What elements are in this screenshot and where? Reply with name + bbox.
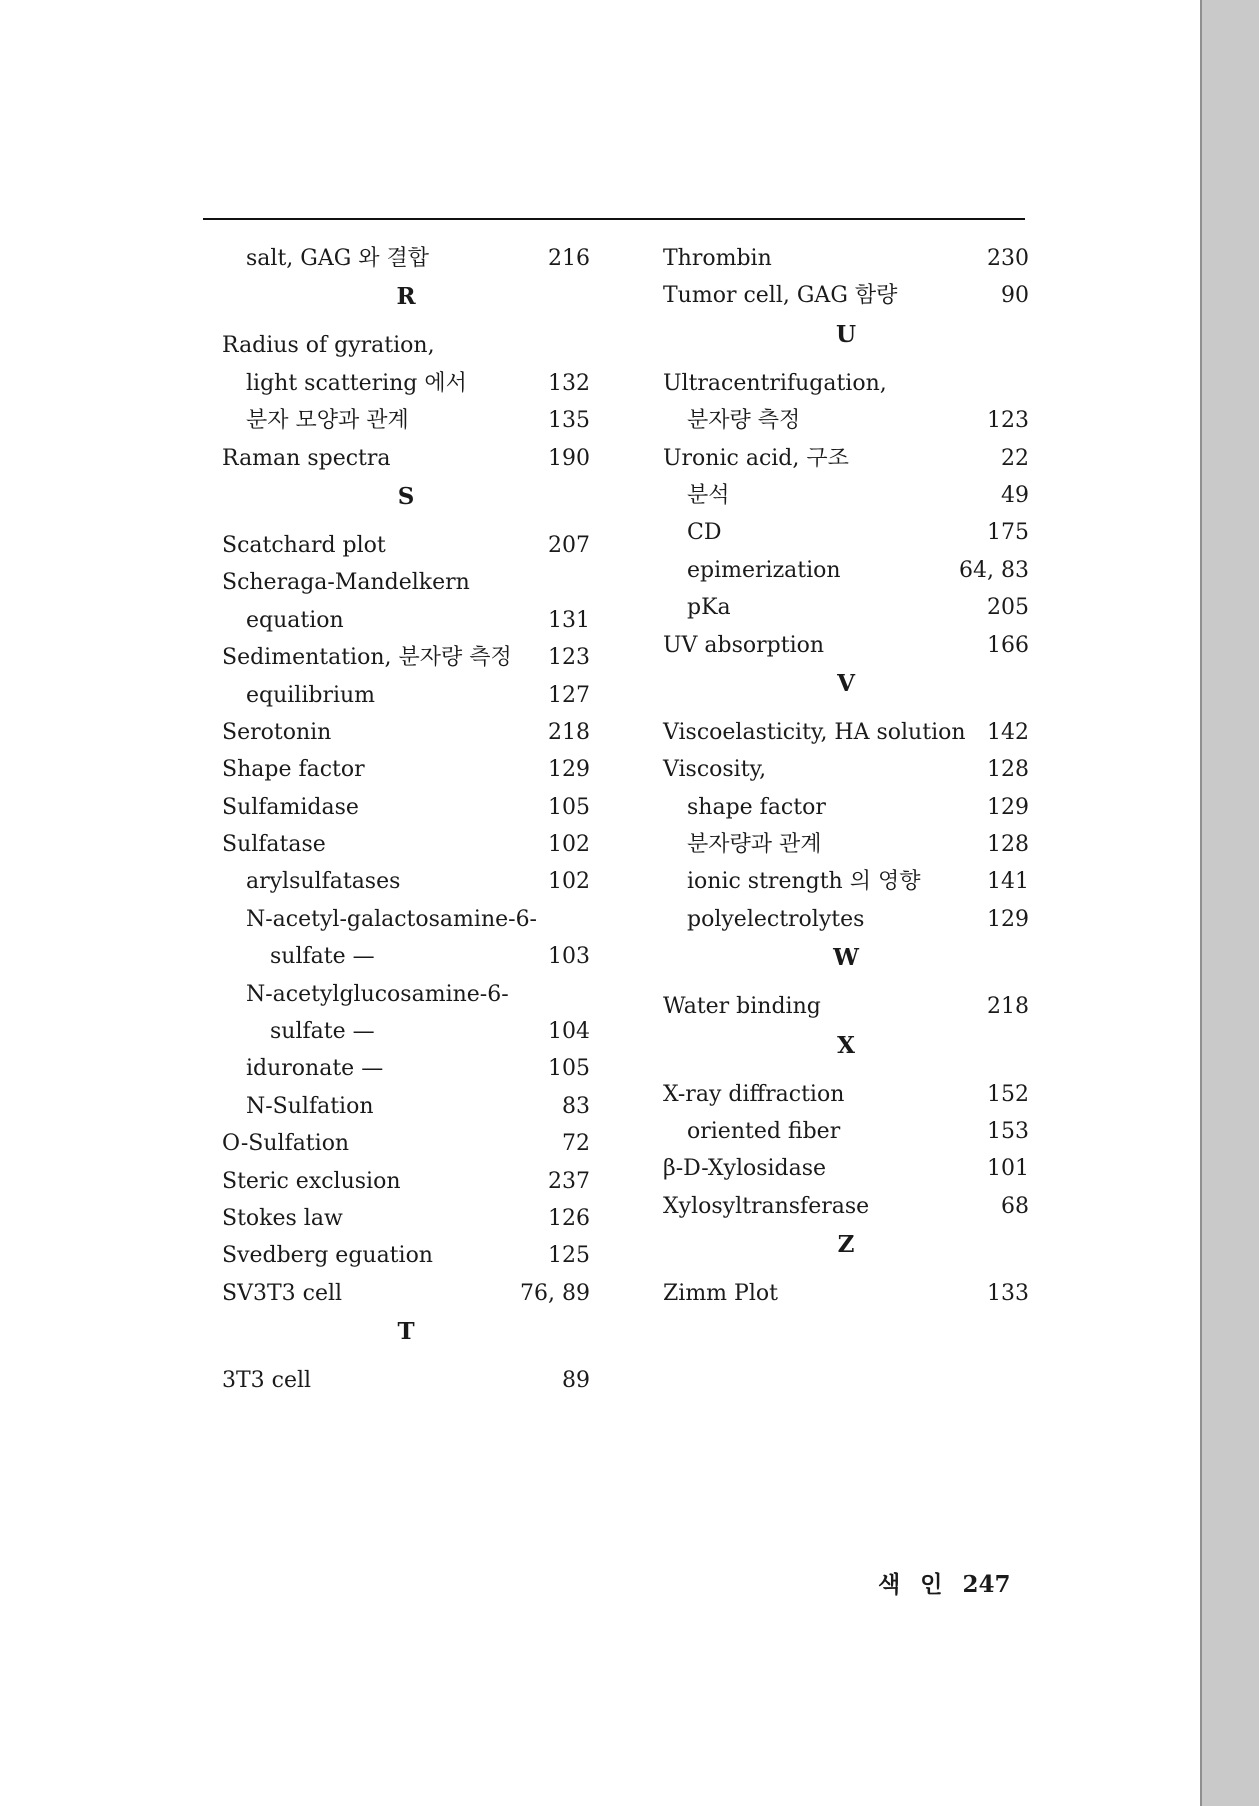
index-page-ref: 49 <box>1001 482 1029 508</box>
index-page-ref: 129 <box>987 794 1029 820</box>
letter-heading: V <box>837 669 855 697</box>
index-term: Shape factor <box>222 757 365 783</box>
index-page-ref: 64, 83 <box>959 557 1029 583</box>
index-page-ref: 105 <box>548 1056 590 1082</box>
index-entry <box>663 402 1029 439</box>
letter-heading: W <box>833 944 859 972</box>
index-term: ionic strength 의 영향 <box>687 869 921 895</box>
index-page-ref: 72 <box>562 1131 590 1157</box>
index-column-left <box>222 240 590 1400</box>
index-entry <box>222 440 590 477</box>
index-term: Sulfatase <box>222 832 326 858</box>
index-entry <box>222 365 590 402</box>
letter-heading: S <box>397 482 415 510</box>
index-entry <box>222 1088 590 1125</box>
index-term: sulfate — <box>270 1019 375 1045</box>
index-page-ref: 132 <box>548 370 590 396</box>
index-page-ref: 207 <box>548 532 590 558</box>
index-entry <box>663 552 1029 589</box>
index-term: UV absorption <box>663 632 825 658</box>
index-entry <box>663 863 1029 900</box>
index-entry <box>222 1163 590 1200</box>
index-page-ref: 102 <box>548 832 590 858</box>
letter-heading: U <box>835 320 857 348</box>
index-entry <box>663 1076 1029 1113</box>
letter-heading: X <box>837 1031 855 1059</box>
index-term: Radius of gyration, <box>222 333 435 359</box>
index-page-ref: 129 <box>987 906 1029 932</box>
index-page-ref: 123 <box>548 645 590 671</box>
index-entry <box>222 1013 590 1050</box>
page-number: 247 <box>962 1571 1011 1598</box>
index-term: 분자량 측정 <box>687 408 801 434</box>
page-footer <box>878 1566 1010 1599</box>
index-entry <box>222 901 590 938</box>
index-entry <box>663 627 1029 664</box>
index-term: Raman spectra <box>222 445 391 471</box>
index-entry <box>663 789 1029 826</box>
index-entry <box>222 564 590 601</box>
index-entry <box>663 1188 1029 1225</box>
index-term: CD <box>687 520 722 546</box>
index-entry <box>663 1113 1029 1150</box>
index-page-ref: 153 <box>987 1119 1029 1145</box>
footer-label: 색 인 <box>878 1571 949 1598</box>
index-term: Xylosyltransferase <box>663 1193 870 1219</box>
index-page-ref: 126 <box>548 1205 590 1231</box>
index-page-ref: 237 <box>548 1168 590 1194</box>
index-entry <box>663 277 1029 314</box>
index-entry <box>222 602 590 639</box>
index-entry <box>663 440 1029 477</box>
index-entry <box>222 714 590 751</box>
index-term: Water binding <box>663 994 821 1020</box>
index-term: equilibrium <box>246 682 376 708</box>
index-page-ref: 218 <box>548 719 590 745</box>
index-term: 분석 <box>687 482 730 508</box>
index-term: epimerization <box>687 557 841 583</box>
index-page-ref: 103 <box>548 944 590 970</box>
index-term: oriented fiber <box>687 1119 841 1145</box>
index-term: Viscoelasticity, HA solution <box>663 719 966 745</box>
index-entry <box>222 639 590 676</box>
index-page-ref: 216 <box>548 246 590 271</box>
index-term: N-Sulfation <box>246 1093 374 1119</box>
index-page-ref: 190 <box>548 445 590 471</box>
index-entry <box>663 1150 1029 1187</box>
index-page-ref: 90 <box>1001 283 1029 309</box>
index-entry <box>222 1200 590 1237</box>
index-page-ref: 22 <box>1001 445 1029 471</box>
index-term: Thrombin <box>663 246 772 271</box>
index-term: Uronic acid, 구조 <box>663 445 849 471</box>
index-term: Ultracentrifugation, <box>663 370 887 396</box>
letter-heading: R <box>396 283 416 311</box>
index-entry <box>222 1050 590 1087</box>
index-page-ref: 135 <box>548 408 590 434</box>
index-term: salt, GAG 와 결합 <box>246 246 430 271</box>
index-page-ref: 230 <box>987 246 1029 271</box>
index-page-ref: 129 <box>548 757 590 783</box>
index-term: 분자 모양과 관계 <box>246 408 409 434</box>
index-term: Scheraga-Mandelkern <box>222 570 470 596</box>
index-term: light scattering 에서 <box>246 370 467 396</box>
index-term: Sedimentation, 분자량 측정 <box>222 645 512 671</box>
index-entry <box>222 1362 590 1399</box>
index-term: Serotonin <box>222 719 332 745</box>
index-term: Zimm Plot <box>663 1281 778 1307</box>
index-entry <box>663 365 1029 402</box>
index-term: equation <box>246 607 344 633</box>
index-term: sulfate — <box>270 944 375 970</box>
index-page-ref: 152 <box>987 1081 1029 1107</box>
index-page-ref: 104 <box>548 1019 590 1045</box>
index-term: Stokes law <box>222 1205 343 1231</box>
index-entry <box>663 751 1029 788</box>
index-term: β-D-Xylosidase <box>663 1156 827 1182</box>
index-page-ref: 68 <box>1001 1193 1029 1219</box>
index-entry <box>222 863 590 900</box>
index-entry <box>222 1275 590 1312</box>
letter-heading: Z <box>837 1231 855 1259</box>
index-page-ref: 83 <box>562 1093 590 1119</box>
index-term: O-Sulfation <box>222 1131 350 1157</box>
index-column-right <box>663 240 1029 1313</box>
index-entry <box>222 402 590 439</box>
index-term: polyelectrolytes <box>687 906 865 932</box>
index-entry <box>222 976 590 1013</box>
index-term: Svedberg eguation <box>222 1243 433 1269</box>
index-entry <box>222 527 590 564</box>
index-entry <box>222 938 590 975</box>
index-entry <box>663 901 1029 938</box>
index-entry <box>222 240 590 277</box>
index-page-ref: 76, 89 <box>520 1280 590 1306</box>
top-rule <box>203 218 1025 220</box>
index-entry <box>222 327 590 364</box>
index-page-ref: 133 <box>987 1281 1029 1307</box>
index-entry <box>222 677 590 714</box>
index-entry <box>663 826 1029 863</box>
index-entry <box>663 988 1029 1025</box>
index-term: iduronate — <box>246 1056 384 1082</box>
index-term: N-acetyl-galactosamine-6- <box>246 906 537 932</box>
index-entry <box>663 514 1029 551</box>
index-page-ref: 142 <box>987 719 1029 745</box>
index-page-ref: 175 <box>987 520 1029 546</box>
index-page-ref: 125 <box>548 1243 590 1269</box>
index-page-ref: 123 <box>987 408 1029 434</box>
index-page-ref: 218 <box>987 994 1029 1020</box>
index-term: Tumor cell, GAG 함량 <box>663 283 898 309</box>
index-entry <box>222 789 590 826</box>
index-page-ref: 101 <box>987 1156 1029 1182</box>
index-entry <box>222 1125 590 1162</box>
index-page-ref: 166 <box>987 632 1029 658</box>
index-term: shape factor <box>687 794 826 820</box>
index-page-ref: 127 <box>548 682 590 708</box>
index-term: 3T3 cell <box>222 1368 312 1394</box>
index-page-ref: 128 <box>987 757 1029 783</box>
index-term: Viscosity, <box>663 757 767 783</box>
index-page-ref: 105 <box>548 794 590 820</box>
index-page-ref: 141 <box>987 869 1029 895</box>
index-term: SV3T3 cell <box>222 1280 343 1306</box>
letter-heading: T <box>397 1318 415 1346</box>
index-term: arylsulfatases <box>246 869 401 895</box>
index-entry <box>663 477 1029 514</box>
index-page-ref: 89 <box>562 1368 590 1394</box>
index-page-ref: 128 <box>987 832 1029 858</box>
index-term: Scatchard plot <box>222 532 386 558</box>
index-term: 분자량과 관계 <box>687 832 822 858</box>
index-entry <box>222 826 590 863</box>
index-entry <box>663 1275 1029 1312</box>
index-entry <box>663 714 1029 751</box>
index-term: X-ray diffraction <box>663 1081 845 1107</box>
index-entry <box>222 751 590 788</box>
index-page-ref: 131 <box>548 607 590 633</box>
index-term: Steric exclusion <box>222 1168 401 1194</box>
index-entry <box>222 1237 590 1274</box>
index-entry <box>663 589 1029 626</box>
index-page-ref: 205 <box>987 595 1029 621</box>
index-term: Sulfamidase <box>222 794 359 820</box>
index-term: N-acetylglucosamine-6- <box>246 981 509 1007</box>
index-entry <box>663 240 1029 277</box>
index-term: pKa <box>687 595 731 621</box>
index-page-ref: 102 <box>548 869 590 895</box>
